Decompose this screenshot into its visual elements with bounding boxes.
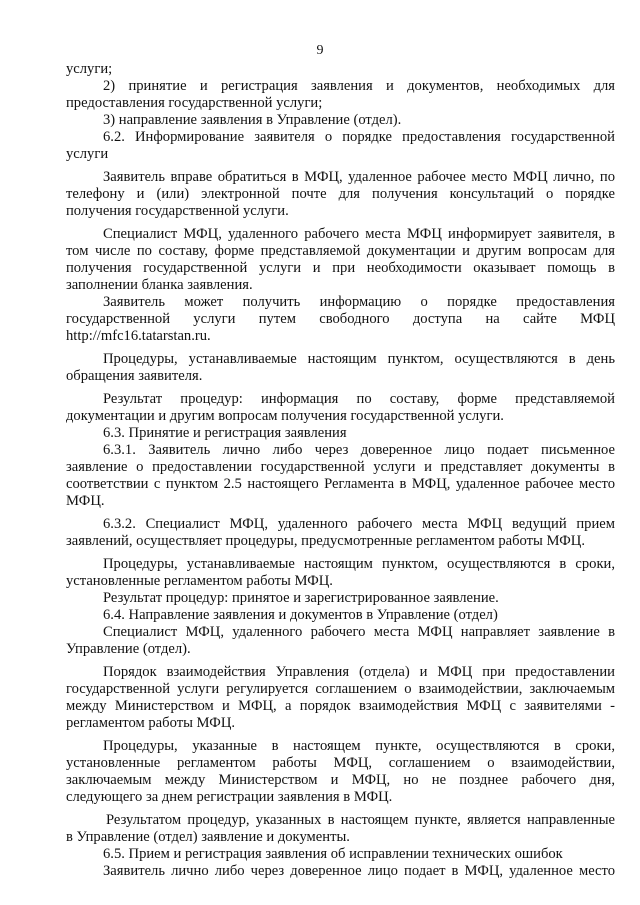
text-line: Результат процедур: принятое и зарегистрированное заявление. xyxy=(103,590,499,606)
text-line: 6.5. Прием и регистрация заявления об исправлении технических ошибок xyxy=(103,846,563,862)
text-line: 6.4. Направление заявления и документов в Управление (отдел) xyxy=(103,607,498,623)
text-line: Процедуры, устанавливаемые настоящим пунктом, осуществляются в день xyxy=(103,351,615,367)
text-line: в Управление (отдел) заявление и документы. xyxy=(66,829,350,845)
text-line: МФЦ. xyxy=(66,493,105,509)
text-line: предоставления государственной услуги; xyxy=(66,95,323,111)
text-line: заявление о предоставлении государственной услуги и представляет документы в xyxy=(66,459,615,475)
text-line: заполнении бланка заявления. xyxy=(66,277,253,293)
text-line: телефону и (или) электронной почте для получения консультаций о порядке xyxy=(66,186,615,202)
text-line: Управление (отдел). xyxy=(66,641,191,657)
text-line: обращения заявителя. xyxy=(66,368,203,384)
text-line: 2) принятие и регистрация заявления и документов, необходимых для xyxy=(103,78,615,94)
text-line: регламентом работы МФЦ. xyxy=(66,715,236,731)
document-body xyxy=(66,61,615,880)
text-line: 6.3.2. Специалист МФЦ, удаленного рабочего места МФЦ ведущий прием xyxy=(103,516,615,532)
text-line: установленные регламентом работы МФЦ. xyxy=(66,573,333,589)
text-line: Результатом процедур, указанных в настоящем пункте, является направленные xyxy=(106,812,615,828)
text-line: Заявитель лично либо через доверенное лицо подает в МФЦ, удаленное место xyxy=(103,863,615,879)
text-line: услуги; xyxy=(66,61,113,77)
text-line: 6.3.1. Заявитель лично либо через доверенное лицо подает письменное xyxy=(103,442,615,458)
text-line: Порядок взаимодействия Управления (отдела) и МФЦ при предоставлении xyxy=(103,664,615,680)
text-line: получения государственной услуги. xyxy=(66,203,289,219)
text-line: 6.3. Принятие и регистрация заявления xyxy=(103,425,347,441)
text-line: Процедуры, устанавливаемые настоящим пунктом, осуществляются в сроки, xyxy=(103,556,615,572)
text-line: 6.2. Информирование заявителя о порядке предоставления государственной xyxy=(103,129,615,145)
text-line: документации и другим вопросам получения государственной услуги. xyxy=(66,408,504,424)
text-line: получения государственной услуги и при необходимости оказывает помощь в xyxy=(66,260,615,276)
text-line: услуги xyxy=(66,146,109,162)
text-line: заявлений, осуществляет процедуры, предусмотренные регламентом работы МФЦ. xyxy=(66,533,585,549)
text-line: Заявитель вправе обратиться в МФЦ, удаленное рабочее место МФЦ лично, по xyxy=(103,169,615,185)
text-line: соответствии с пунктом 2.5 настоящего Регламента в МФЦ, удаленное рабочее место xyxy=(66,476,615,492)
text-line: http://mfc16.tatarstan.ru. xyxy=(66,328,211,344)
text-line: Процедуры, указанные в настоящем пункте, осуществляются в сроки, xyxy=(103,738,615,754)
text-line: Заявитель может получить информацию о порядке предоставления xyxy=(103,294,615,310)
text-line: государственной услуги путем свободного доступа на сайте МФЦ xyxy=(66,311,615,327)
text-line: Специалист МФЦ, удаленного рабочего места МФЦ информирует заявителя, в xyxy=(103,226,615,242)
text-line: Специалист МФЦ, удаленного рабочего места МФЦ направляет заявление в xyxy=(103,624,615,640)
text-line: Результат процедур: информация по составу, форме представляемой xyxy=(103,391,615,407)
text-line: между Министерством и МФЦ, а порядок взаимодействия МФЦ с заявителями - xyxy=(66,698,615,714)
text-line: следующего за днем регистрации заявления в МФЦ. xyxy=(66,789,393,805)
text-line: том числе по составу, форме представляемой документации и другим вопросам для xyxy=(66,243,615,259)
page-number: 9 xyxy=(316,43,324,58)
text-line: заключаемым между Министерством и МФЦ, но не позднее рабочего дня, xyxy=(66,772,615,788)
text-line: установленные регламентом работы МФЦ, соглашением о взаимодействии, xyxy=(66,755,615,771)
text-line: 3) направление заявления в Управление (отдел). xyxy=(103,112,402,128)
text-line: государственной услуги регулируется соглашением о взаимодействии, заключаемым xyxy=(66,681,615,697)
